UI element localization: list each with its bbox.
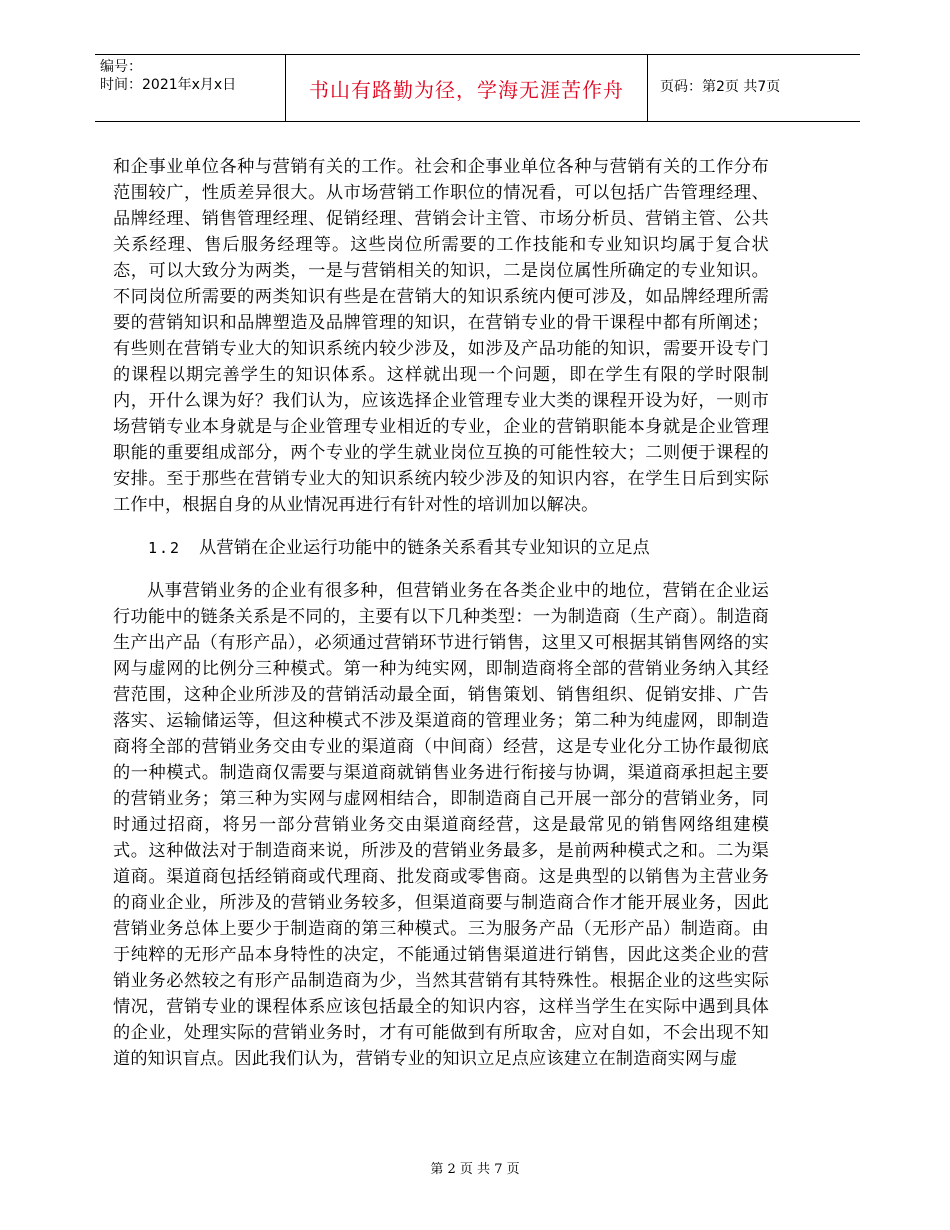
body-paragraph-1: 和企事业单位各种与营销有关的工作。社会和企事业单位各种与营销有关的工作分布范围较广，性质差异很大。从市场营销工作职位的情况看，可以包括广告管理经理、品牌经理、销售管理经理、促销经理、营销会计主管、市场分析员、营销主管、公共关系经理、售后服务经理等。这些岗位所需要的工作技能和专业知识均属于复合状态，可以大致分为两类，一是与营销相关的知识，二是岗位属性所确定的专业知识。不同岗位所需要的两类知识有些是在营销大的知识系统内便可涉及，如品牌经理所需要的营销知识和品牌塑造及品牌管理的知识，在营销专业的骨干课程中都有所阐述；有些则在营销专业大的知识系统内较少涉及，如涉及产品功能的知识，需要开设专门的课程以期完善学生的知识体系。这样就出现一个问题，即在学生有限的学时限制内，开什么课为好？我们认为，应该选择企业管理专业大类的课程开设为好，一则市场营销专业本身就是与企业管理专业相近的专业，企业的营销职能本身就是企业管理职能的重要组成部分，两个专业的学生就业岗位互换的可能性较大；二则便于课程的安排。至于那些在营销专业大的知识系统内较少涉及的知识内容，在学生日后到实际工作中，根据自身的从业情况再进行有针对性的培训加以解决。	[113, 157, 769, 515]
header-top-rule	[95, 54, 860, 55]
header-bottom-rule	[95, 121, 860, 122]
header-code-label: 编号：	[100, 59, 142, 75]
section-heading	[113, 535, 769, 561]
body-paragraph-2: 从事营销业务的企业有很多种，但营销业务在各类企业中的地位，营销在企业运行功能中的链条关系是不同的，主要有以下几种类型：一为制造商（生产商）。制造商生产出产品（有形产品），必须通过营销环节进行销售，这里又可根据其销售网络的实网与虚网的比例分三种模式。第一种为纯实网，即制造商将全部的营销业务纳入其经营范围，这种企业所涉及的营销活动最全面，销售策划、销售组织、促销安排、广告落实、运输储运等，但这种模式不涉及渠道商的管理业务；第二种为纯虚网，即制造商将全部的营销业务交由专业的渠道商（中间商）经营，这是专业化分工协作最彻底的一种模式。制造商仅需要与渠道商就销售业务进行衔接与协调，渠道商承担起主要的营销业务；第三种为实网与虚网相结合，即制造商自己开展一部分的营销业务，同时通过招商，将另一部分营销业务交由渠道商经营，这是最常见的销售网络组建模式。这种做法对于制造商来说，所涉及的营销业务最多，是前两种模式之和。二为渠道商。渠道商包括经销商或代理商、批发商或零售商。这是典型的以销售为主营业务的商业企业，所涉及的营销业务较多，但渠道商要与制造商合作才能开展业务，因此营销业务总体上要少于制造商的第三种模式。三为服务产品（无形产品）制造商。由于纯粹的无形产品本身特性的决定，不能通过销售渠道进行销售，因此这类企业的营销业务必然较之有形产品制造商为少，当然其营销有其特殊性。根据企业的这些实际情况，营销专业的课程体系应该包括最全的知识内容，这样当学生在实际中遇到具体的企业，处理实际的营销业务时，才有可能做到有所取舍，应对自如，不会出现不知道的知识盲点。因此我们认为，营销专业的知识立足点应该建立在制造商实网与虚	[113, 581, 769, 1069]
header-motto: 书山有路勤为径，学海无涯苦作舟	[309, 78, 624, 102]
header-page-label: 页码：第2页 共7页	[660, 79, 781, 95]
section-title: 从营销在企业运行功能中的链条关系看其专业知识的立足点	[199, 538, 650, 558]
page-footer: 第 2 页 共 7 页	[430, 1162, 520, 1177]
header-divider-right	[647, 54, 648, 121]
document-body	[113, 154, 769, 1072]
header-time-label: 时间：2021年x月x日	[100, 77, 237, 93]
section-number: 1.2	[148, 539, 182, 557]
